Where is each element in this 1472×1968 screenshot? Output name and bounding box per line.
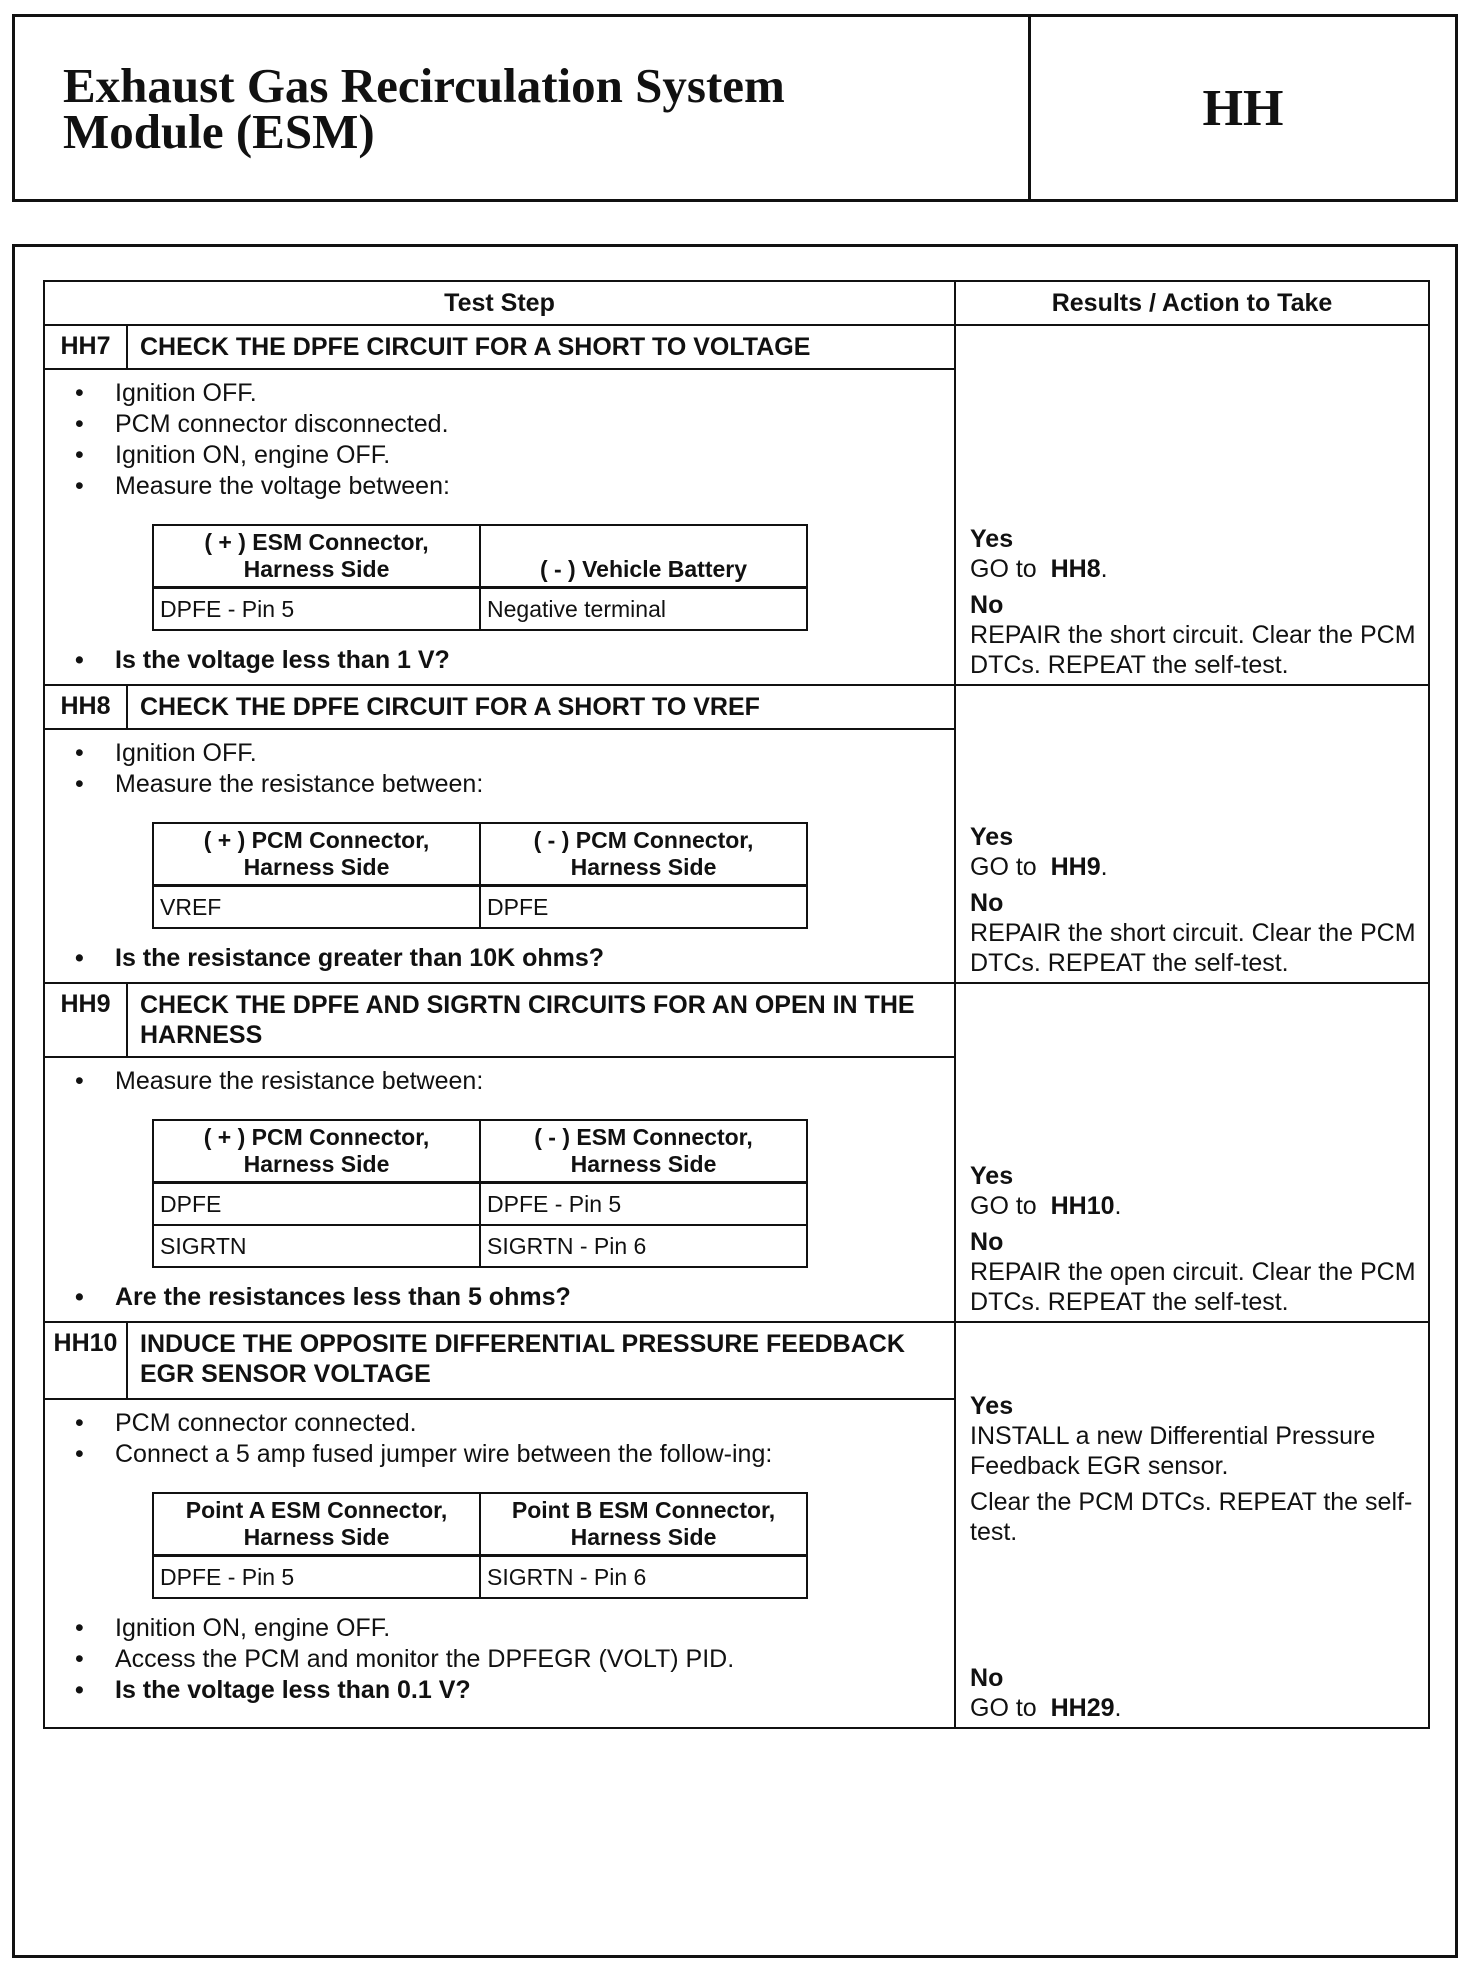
measurement-cell: Negative terminal [480,588,807,631]
step-result [955,685,1429,983]
instruction-item: • Ignition ON, engine OFF. [115,440,942,471]
step-title: INDUCE THE OPPOSITE DIFFERENTIAL PRESSURE FEEDBACK EGR SENSOR VOLTAGE [127,1322,955,1399]
instruction-item: • Measure the resistance between: [115,769,942,800]
step-result [955,1322,1429,1728]
result-yes-label: Yes [970,1162,1014,1190]
step-question-list [57,645,942,676]
step-question: • Are the resistances less than 5 ohms? [115,1282,942,1313]
instruction-item: • Measure the resistance between: [115,1066,942,1097]
step-body [44,369,955,685]
goto-step-link[interactable]: HH29 [1050,1694,1115,1722]
page-title-line-1: Exhaust Gas Recirculation System [63,58,785,113]
step-title: CHECK THE DPFE CIRCUIT FOR A SHORT TO VREF [127,685,955,729]
goto-step-link[interactable]: HH8 [1050,555,1101,583]
instruction-item: • Ignition OFF. [115,378,942,409]
measurement-cell: SIGRTN - Pin 6 [480,1556,807,1599]
measurement-header: ( + ) PCM Connector, Harness Side [153,823,480,886]
step-instructions [57,738,942,800]
step-instructions [57,1066,942,1097]
result-yes-action: INSTALL a new Differential Pressure Feedback EGR sensor. [970,1422,1376,1480]
section-code: HH [1202,79,1284,137]
result-no-label: No [970,889,1004,917]
step-question-list [57,943,942,974]
step-hh9 [44,983,1429,1322]
step-id: HH7 [44,325,127,369]
result-yes-action: GO to HH9. [970,853,1108,881]
step-result [955,983,1429,1322]
step-result [955,325,1429,685]
step-hh8 [44,685,1429,983]
result-yes-label: Yes [970,525,1014,553]
instruction-item: • Ignition ON, engine OFF. [115,1613,942,1644]
step-question-list [57,1282,942,1313]
measurement-cell: VREF [153,886,480,929]
measurement-table [152,1119,808,1268]
measurement-header: ( - ) ESM Connector, Harness Side [480,1120,807,1183]
table-header-row [44,281,1429,325]
measurement-cell: SIGRTN [153,1225,480,1267]
instruction-item: • Measure the voltage between: [115,471,942,502]
result-no-action: REPAIR the short circuit. Clear the PCM DTCs. REPEAT the self-test. [970,919,1416,977]
step-title: CHECK THE DPFE AND SIGRTN CIRCUITS FOR AN OPEN IN THE HARNESS [127,983,955,1057]
measurement-cell: DPFE [153,1183,480,1226]
step-body [44,1057,955,1322]
step-question: • Is the voltage less than 0.1 V? [115,1675,942,1706]
measurement-cell: DPFE [480,886,807,929]
measurement-header: ( - ) PCM Connector, Harness Side [480,823,807,886]
goto-step-link[interactable]: HH9 [1050,853,1101,881]
measurement-header: ( - ) Vehicle Battery [480,525,807,588]
measurement-header: ( + ) ESM Connector, Harness Side [153,525,480,588]
result-no-action: REPAIR the short circuit. Clear the PCM DTCs. REPEAT the self-test. [970,621,1416,679]
measurement-cell: DPFE - Pin 5 [480,1183,807,1226]
step-instructions [57,1408,942,1470]
measurement-cell: DPFE - Pin 5 [153,1556,480,1599]
result-no-action: REPAIR the open circuit. Clear the PCM DTCs. REPEAT the self-test. [970,1258,1416,1316]
instruction-item: • Ignition OFF. [115,738,942,769]
column-header-results: Results / Action to Take [955,281,1429,325]
step-body [44,1399,955,1728]
result-yes-followup: Clear the PCM DTCs. REPEAT the self-test. [970,1488,1413,1546]
instruction-item: • Access the PCM and monitor the DPFEGR (VOLT) PID. [115,1644,942,1675]
goto-step-link[interactable]: HH10 [1050,1192,1115,1220]
step-body [44,729,955,983]
measurement-header: Point A ESM Connector, Harness Side [153,1493,480,1556]
test-step-table [43,280,1430,1729]
instruction-item: • PCM connector disconnected. [115,409,942,440]
page-title-line-2: Module (ESM) [63,104,375,159]
result-yes-label: Yes [970,823,1014,851]
measurement-cell: SIGRTN - Pin 6 [480,1225,807,1267]
measurement-header: Point B ESM Connector, Harness Side [480,1493,807,1556]
result-yes-action: GO to HH8. [970,555,1108,583]
step-question: • Is the voltage less than 1 V? [115,645,942,676]
measurement-cell: DPFE - Pin 5 [153,588,480,631]
result-yes-action: GO to HH10. [970,1192,1122,1220]
step-title: CHECK THE DPFE CIRCUIT FOR A SHORT TO VOLTAGE [127,325,955,369]
result-yes-label: Yes [970,1392,1014,1420]
step-id: HH9 [44,983,127,1057]
step-id: HH10 [44,1322,127,1399]
measurement-table [152,822,808,929]
result-no-label: No [970,1228,1004,1256]
step-instructions [57,378,942,502]
instruction-item: • PCM connector connected. [115,1408,902,1439]
result-no-action: GO to HH29. [970,1694,1122,1722]
measurement-table [152,524,808,631]
step-instructions-after [57,1613,942,1706]
measurement-header: ( + ) PCM Connector, Harness Side [153,1120,480,1183]
step-question: • Is the resistance greater than 10K ohms? [115,943,942,974]
page-title [63,58,785,159]
step-hh10 [44,1322,1429,1728]
step-hh7 [44,325,1429,685]
result-no-label: No [970,591,1004,619]
result-no-label: No [970,1664,1004,1692]
instruction-item: • Connect a 5 amp fused jumper wire between the follow-ing: [115,1439,902,1470]
page-header [12,14,1458,202]
column-header-test-step: Test Step [44,281,955,325]
step-id: HH8 [44,685,127,729]
jumper-table [152,1492,808,1599]
